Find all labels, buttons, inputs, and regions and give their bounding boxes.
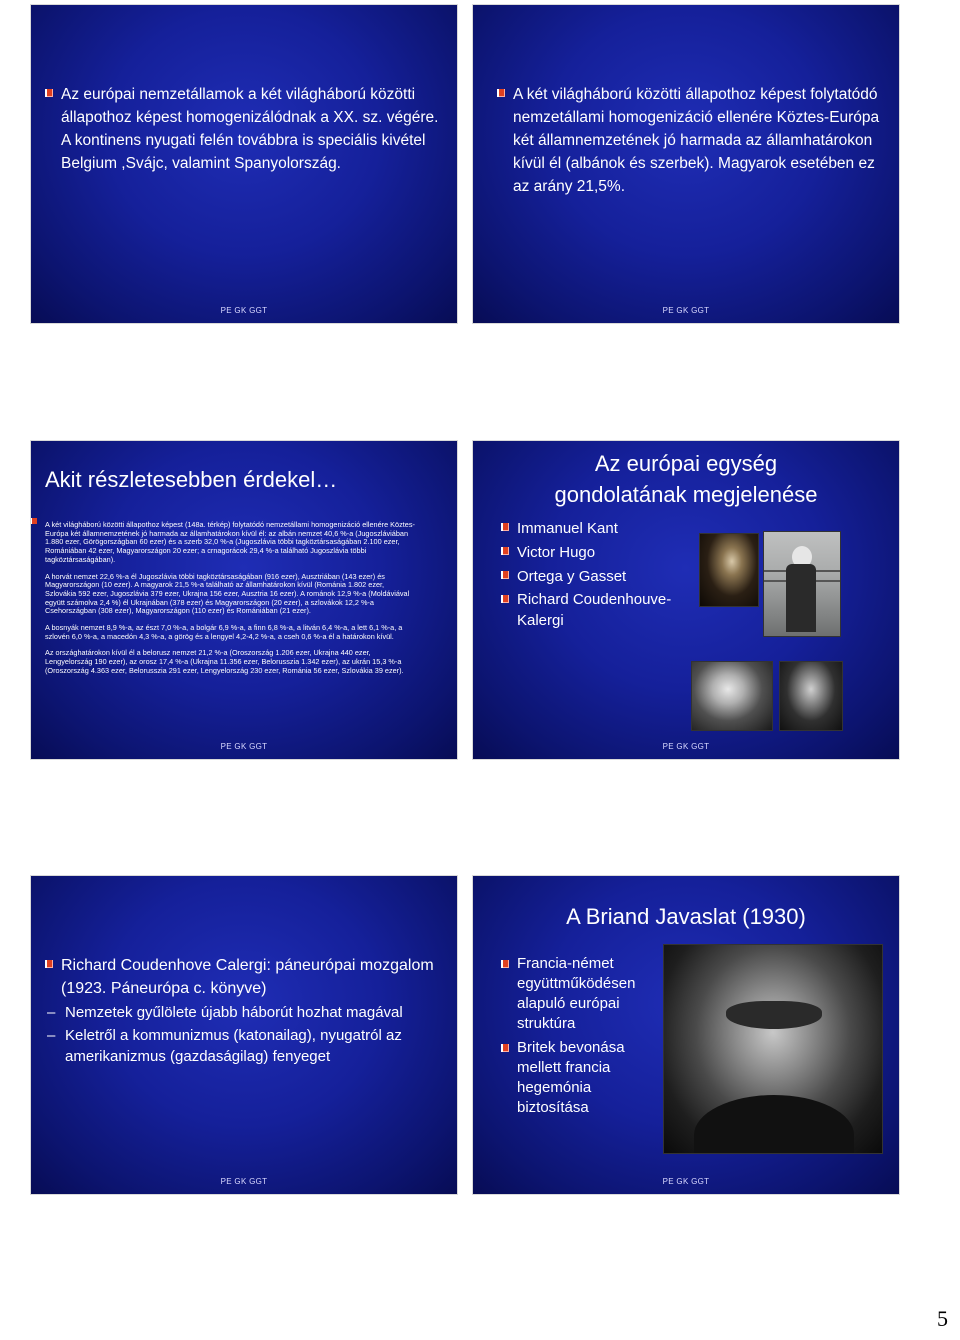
kant-portrait-image <box>699 533 759 607</box>
slide-6-title: A Briand Javaslat (1930) <box>566 904 806 929</box>
ortega-portrait-image <box>691 661 773 731</box>
slide-4-item: Immanuel Kant <box>501 517 701 541</box>
page-number: 5 <box>937 1306 948 1331</box>
slide-3-paragraph: Az országhatárokon kívül él a belorusz nemzet 21,2 %-a (Oroszország 1.206 ezer, Ukrajna 440 ezer, Lengyelország 190 ezer), az orosz 17,4 %-a (Ukrajna 11.356 ezer, Belorusszia 1.342 ezer), az ukrán 15,3 %-a (Oroszország 4.363 ezer, Belorusszia 291 ezer, Lengyelország 230 ezer, Románia 56 ezer, Szlovákia 39 ezer). <box>45 648 404 675</box>
slide-footer: PE GK GGT <box>662 306 710 315</box>
slide-1-bullet: Az európai nemzetállamok a két világháború közötti állapothoz képest homogenizálódnak a XX. sz. végére. A kontinens nyugati felén továbbra is speciális kivétel Belgium ,Svájc, valamint Spanyolország. <box>45 83 445 175</box>
briand-portrait-image <box>663 944 883 1154</box>
slide-5-subitems <box>47 1002 437 1067</box>
slide-footer: PE GK GGT <box>220 1177 268 1186</box>
slide-5-bullet: Richard Coudenhove Calergi: páneurópai mozgalom (1923. Páneurópa c. könyve) <box>45 954 445 1000</box>
slide-5-subitem: – Nemzetek gyűlölete újabb háborút hozhat magával <box>47 1002 437 1023</box>
slide-3-paragraph: A két világháború közötti állapothoz képest (148a. térkép) folytatódó nemzetállami homogenizáció ellenére Köztes-Európa két államnemzetének jó harmada az államhatárokon kívül él: az albán nemzet 40,6 %-a (Jugoszláviában 1.880 ezer, Görögországban 60 ezer) és a szerb 32,0 %-a (Jugoszlávia többi tagköztársaságában 2.100 ezer, Romániában 42 ezer, Magyarországon 20 ezer; a crnagorácok 29,4 %-a található Jugoszlávia többi tagköztársaságában). <box>45 520 415 564</box>
slide-2 <box>472 4 900 324</box>
slide-4-title-line-2: gondolatának megjelenése <box>554 482 818 507</box>
slide-3-paragraph: A horvát nemzet 22,6 %-a él Jugoszlávia többi tagköztársaságában (916 ezer), Ausztriában (143 ezer) és Magyarországon (10 ezer). A magyarok 21,5 %-a található az államhatárokon kívül (Románia 1.802 ezer, Szlovákia 592 ezer, Jugoszlávia 379 ezer, Ukrajna 156 ezer, Ausztria 16 ezer). A románok 12,9 %-a (Moldáviával együtt számolva 2,4 %) él Ukrajnában (378 ezer) és Magyarországon (20 ezer), a szlovákok 12,2 %-a Csehországban (308 ezer), Magyarországon (110 ezer) és Romániában (21 ezer). <box>45 571 410 616</box>
slide-5 <box>30 875 458 1195</box>
slide-4 <box>472 440 900 760</box>
slide-3-paragraph: A bosnyák nemzet 8,9 %-a, az észt 7,0 %-a, a bolgár 6,9 %-a, a finn 6,8 %-a, a litván 6,4 %-a, a lett 6,1 %-a, a szlovén 6,0 %-a, a macedón 4,3 %-a, a görög és a lengyel 4,2-4,2 %-a, a cseh 0,6 %-a él a határokon kívül. <box>45 623 403 641</box>
slide-6 <box>472 875 900 1195</box>
slide-footer: PE GK GGT <box>662 1177 710 1186</box>
slide-3-body <box>45 521 415 684</box>
slide-5-subitem: – Keletről a kommunizmus (katonailag), nyugatról az amerikanizmus (gazdaságilag) fenyeget <box>47 1025 437 1067</box>
slide-footer: PE GK GGT <box>220 306 268 315</box>
slide-6-list <box>501 954 657 1118</box>
coudenhove-portrait-image <box>779 661 843 731</box>
slide-1 <box>30 4 458 324</box>
slide-1-bullets <box>45 83 445 175</box>
slide-6-item: Francia-német együttműködésen alapuló európai struktúra <box>501 954 657 1034</box>
slide-4-item: Ortega y Gasset <box>501 565 701 589</box>
slide-2-bullet: A két világháború közötti állapothoz képest folytatódó nemzetállami homogenizáció ellenére Köztes-Európa két államnemzetének jó harmada az államhatárokon kívül él (albánok és szerbek). Magyarok esetében ez az arány 21,5%. <box>497 83 889 198</box>
slide-4-item: Victor Hugo <box>501 541 701 565</box>
slide-4-title-line-1: Az európai egység <box>594 451 778 476</box>
slide-4-list <box>501 517 701 631</box>
slide-2-bullets <box>497 83 889 198</box>
hugo-photo-image <box>763 531 841 637</box>
slide-footer: PE GK GGT <box>220 742 268 751</box>
slide-6-item: Britek bevonása mellett francia hegemónia biztosítása <box>501 1038 657 1118</box>
slide-4-item: Richard Coudenhouve-Kalergi <box>501 589 701 631</box>
slide-footer: PE GK GGT <box>662 742 710 751</box>
slide-5-bullets <box>45 954 445 1000</box>
slide-3 <box>30 440 458 760</box>
slide-3-bullet-icon <box>31 518 37 524</box>
slide-3-title: Akit részletesebben érdekel… <box>45 467 338 492</box>
